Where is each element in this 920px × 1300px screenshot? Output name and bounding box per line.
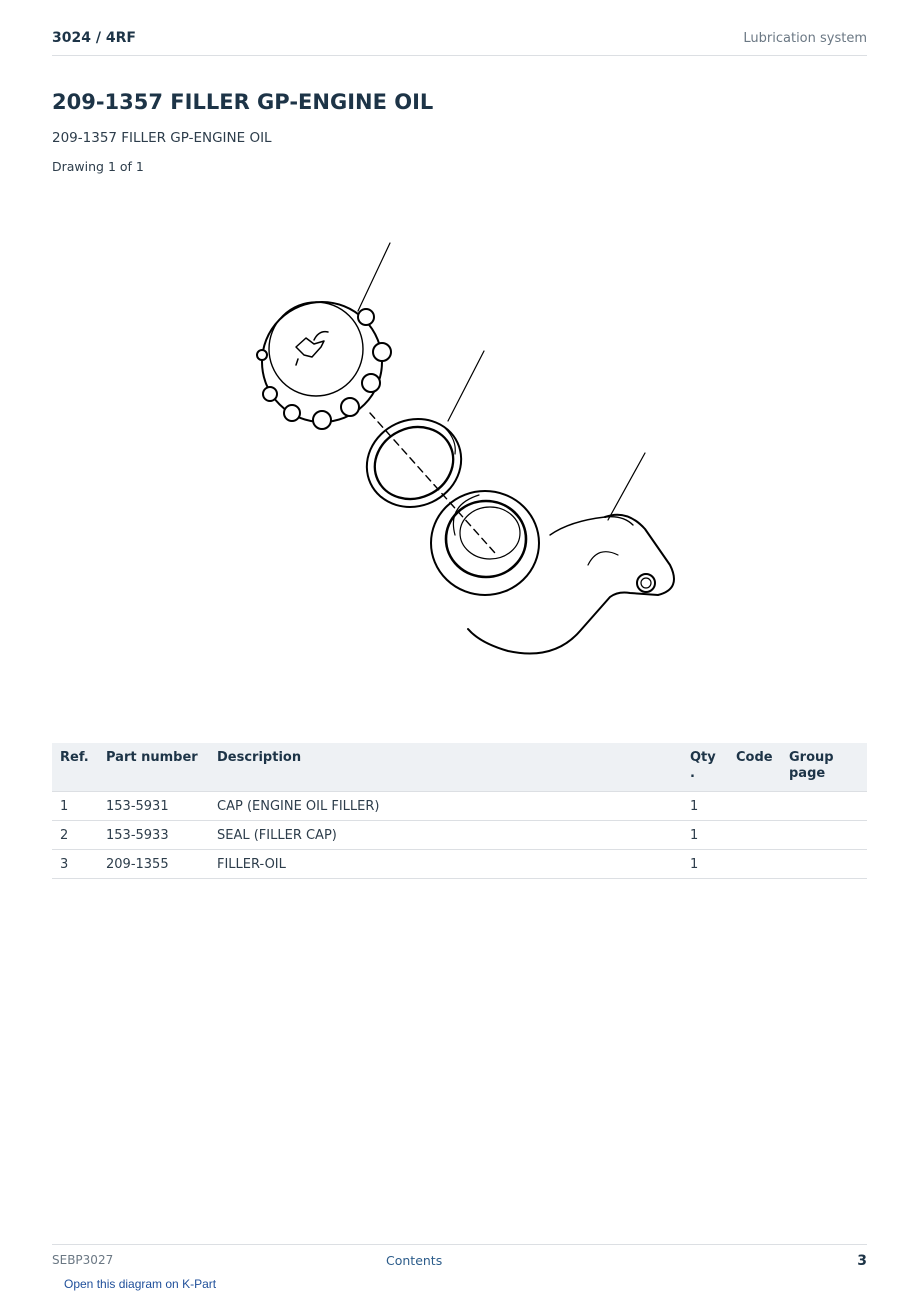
cell-code xyxy=(728,792,781,821)
cell-group-page xyxy=(781,821,867,850)
table-row xyxy=(52,850,867,879)
col-header-part-number: Part number xyxy=(98,743,209,792)
cell-group-page xyxy=(781,792,867,821)
cell-description: SEAL (FILLER CAP) xyxy=(209,821,682,850)
col-header-code: Code xyxy=(728,743,781,792)
cell-ref: 1 xyxy=(52,792,98,821)
page-number: 3 xyxy=(857,1253,867,1269)
page-title: 209-1357 FILLER GP-ENGINE OIL xyxy=(52,90,434,114)
kpart-diagram-link[interactable]: Open this diagram on K-Part xyxy=(64,1277,217,1291)
document-id: SEBP3027 xyxy=(52,1253,114,1267)
leader-line-3 xyxy=(608,453,645,520)
cell-code xyxy=(728,821,781,850)
oil-can-icon xyxy=(296,332,328,365)
cell-group-page xyxy=(781,850,867,879)
page-footer xyxy=(52,1244,867,1275)
oil-filler-body-part xyxy=(431,491,674,654)
col-header-group-page: Group page xyxy=(781,743,867,792)
cell-qty: 1 xyxy=(682,850,728,879)
cell-description: CAP (ENGINE OIL FILLER) xyxy=(209,792,682,821)
drawing-count-label: Drawing 1 of 1 xyxy=(52,159,144,174)
leader-line-1 xyxy=(358,243,390,311)
parts-table xyxy=(52,743,867,879)
contents-link[interactable]: Contents xyxy=(386,1253,443,1268)
exploded-parts-diagram xyxy=(250,235,690,655)
cell-part-number: 209-1355 xyxy=(98,850,209,879)
cell-qty: 1 xyxy=(682,792,728,821)
page-header xyxy=(52,30,867,56)
cell-part-number: 153-5933 xyxy=(98,821,209,850)
table-row xyxy=(52,821,867,850)
table-row xyxy=(52,792,867,821)
model-label: 3024 / 4RF xyxy=(52,30,136,46)
section-label: Lubrication system xyxy=(743,31,867,46)
page-subtitle: 209-1357 FILLER GP-ENGINE OIL xyxy=(52,130,272,146)
col-header-qty: Qty . xyxy=(682,743,728,792)
filler-cap-part xyxy=(257,302,391,429)
table-header-row xyxy=(52,743,867,792)
col-header-description: Description xyxy=(209,743,682,792)
cell-code xyxy=(728,850,781,879)
cell-qty: 1 xyxy=(682,821,728,850)
cell-part-number: 153-5931 xyxy=(98,792,209,821)
leader-line-2 xyxy=(448,351,484,421)
cell-ref: 2 xyxy=(52,821,98,850)
col-header-ref: Ref. xyxy=(52,743,98,792)
cell-description: FILLER-OIL xyxy=(209,850,682,879)
cell-ref: 3 xyxy=(52,850,98,879)
